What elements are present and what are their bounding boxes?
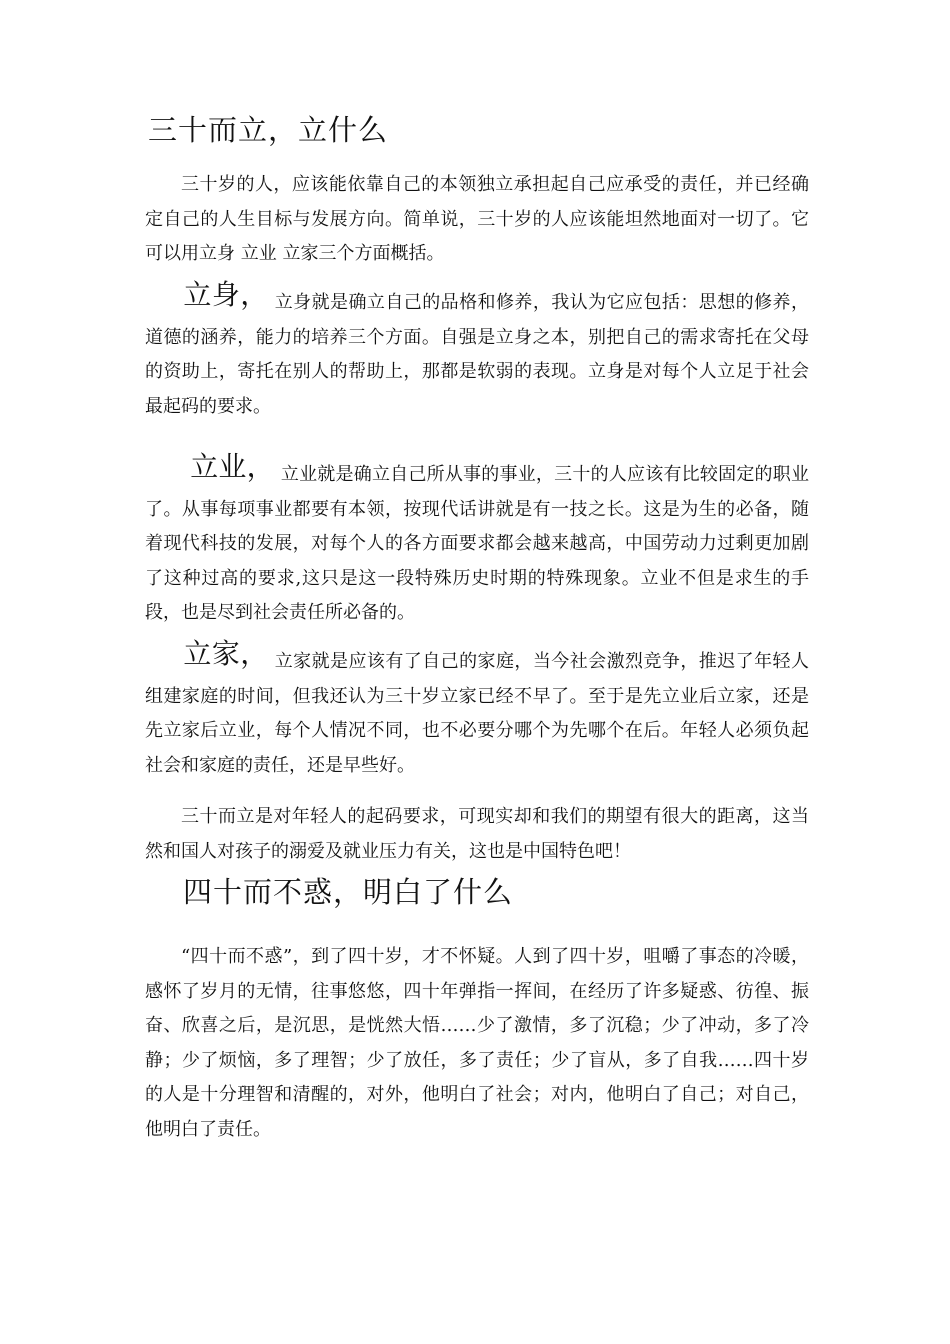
section-title-thirty: 三十而立，立什么 [148,113,389,147]
paragraph-lijia [145,637,809,783]
section-title-forty: 四十而不惑，明白了什么 [183,875,514,909]
heading-lishen: 立身， [183,278,269,311]
heading-liye: 立业， [190,450,275,483]
text-lijia: 立家就是应该有了自己的家庭，当今社会激烈竞争，推迟了年轻人组建家庭的时间，但我还认为三十岁立家已经不早了。至于是先立业后立家，还是先立家后立业，每个人情况不同，也不必要分哪个为先哪个在后。年轻人必须负起社会和家庭的责任，还是早些好。 [145,651,809,776]
paragraph-intro: 三十岁的人，应该能依靠自己的本领独立承担起自己应承受的责任，并已经确定自己的人生目标与发展方向。简单说，三十岁的人应该能坦然地面对一切了。它可以用立身 立业 立家三个方面概括。 [145,174,809,264]
heading-lijia: 立家， [183,637,269,670]
paragraph-forty: “四十而不惑”，到了四十岁，才不怀疑。人到了四十岁，咀嚼了事态的冷暖，感怀了岁月的无情，往事悠悠，四十年弹指一挥间，在经历了许多疑惑、彷徨、振奋、欣喜之后，是沉思，是恍然大悟……少了激情，多了沉稳；少了冲动，多了冷静；少了烦恼，多了理智；少了放任，多了责任；少了盲从，多了自我……四十岁的人是十分理智和清醒的，对外，他明白了社会；对内，他明白了自己；对自己，他明白了责任。 [145,946,809,1140]
paragraph-conclusion: 三十而立是对年轻人的起码要求，可现实却和我们的期望有很大的距离，这当然和国人对孩子的溺爱及就业压力有关，这也是中国特色吧！ [145,806,809,862]
paragraph-liye [145,450,809,631]
paragraph-lishen [145,278,809,424]
text-lishen: 立身就是确立自己的品格和修养，我认为它应包括：思想的修养，道德的涵养，能力的培养三个方面。自强是立身之本，别把自己的需求寄托在父母的资助上，寄托在别人的帮助上，那都是软弱的表现。立身是对每个人立足于社会最起码的要求。 [145,292,809,417]
text-liye: 立业就是确立自己所从事的事业，三十的人应该有比较固定的职业了。从事每项事业都要有本领，按现代话讲就是有一技之长。这是为生的必备，随着现代科技的发展，对每个人的各方面要求都会越来越高，中国劳动力过剩更加剧了这种过高的要求,这只是这一段特殊历史时期的特殊现象。立业不但是求生的手段，也是尽到社会责任所必备的。 [145,464,809,623]
